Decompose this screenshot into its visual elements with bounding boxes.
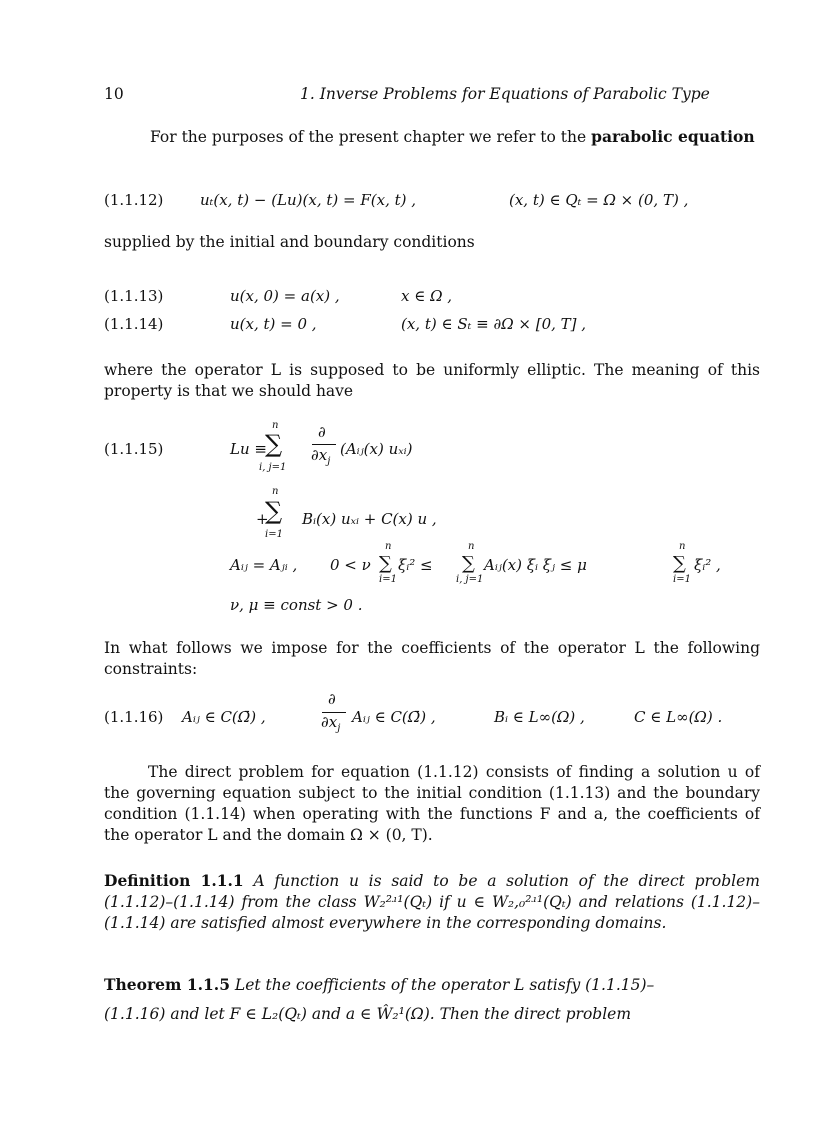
operator-definition-rhs: (Aᵢⱼ(x) uₓᵢ) — [340, 440, 413, 458]
definition-text: and relations (1.1.12)–(1.1.14) are satisfied almost everywhere in the corresponding domains. — [104, 893, 760, 932]
sum-lower-limit: i=1 — [379, 574, 397, 585]
sum-symbol: ∑ — [673, 553, 686, 574]
coefficient-constraint: Aᵢⱼ ∈ C(Ω̄) , — [182, 708, 266, 726]
equation-number: (1.1.12) — [104, 191, 164, 209]
equation-number: (1.1.16) — [104, 708, 164, 726]
equation-lhs: uₜ(x, t) − (Lu)(x, t) = F(x, t) , — [200, 191, 417, 209]
sum-lower-limit: i, j=1 — [456, 574, 484, 585]
plus-sign: + — [256, 510, 269, 528]
ellipticity-lower: 0 < ν — [330, 556, 371, 574]
intro-text: For the purposes of the present chapter we refer to the — [150, 128, 587, 146]
equation-lhs: u(x, t) = 0 , — [230, 315, 317, 333]
sum-upper-limit: n — [272, 486, 279, 497]
constants-positive: ν, μ ≡ const > 0 . — [230, 596, 363, 614]
coefficient-constraint: Bᵢ ∈ L∞(Ω) , — [494, 708, 585, 726]
sobolev-space-zero: W₂,₀²ʴ¹(Qₜ) — [491, 893, 572, 911]
theorem-text: (1.1.16) and let F ∈ L₂(Qₜ) and a ∈ Ŵ₂¹(Ω). Then the direct problem — [104, 1005, 632, 1023]
sum-upper-limit: n — [272, 420, 279, 431]
symmetry-condition: Aᵢⱼ = Aⱼᵢ , — [230, 556, 298, 574]
theorem-text: Let the coefficients of the operator L satisfy (1.1.15)– — [234, 976, 655, 994]
bold-term: parabolic equation — [591, 127, 755, 146]
partial-numerator: ∂ — [328, 690, 336, 708]
sum-symbol: ∑ — [265, 430, 283, 458]
equation-lhs: u(x, 0) = a(x) , — [230, 287, 340, 305]
definition-block — [104, 870, 760, 934]
paragraph-intro — [104, 126, 760, 148]
running-title: 1. Inverse Problems for Equations of Parabolic Type — [300, 85, 710, 103]
definition-label: Definition 1.1.1 — [104, 871, 244, 890]
xi-squared: ξᵢ² ≤ — [398, 556, 433, 574]
theorem-block — [104, 974, 760, 996]
equation-number: (1.1.13) — [104, 287, 164, 305]
page-number: 10 — [104, 85, 124, 103]
quadratic-form: Aᵢⱼ(x) ξᵢ ξⱼ ≤ μ — [484, 556, 587, 574]
coefficient-constraint: C ∈ L∞(Ω) . — [634, 708, 723, 726]
fraction-bar — [312, 444, 336, 445]
sum-lower-limit: i=1 — [265, 529, 283, 540]
theorem-label: Theorem 1.1.5 — [104, 975, 230, 994]
sobolev-space: W₂²ʴ¹(Qₜ) — [363, 893, 433, 911]
paragraph-direct-problem: The direct problem for equation (1.1.12) consists of finding a solution u of the governing equation subject to the initial condition (1.1.13) and the boundary condition (1.1.14) when operating with the functions F and a, the coefficients of the operator L and the domain Ω × (0, T). — [104, 763, 760, 844]
coefficient-constraint: Aᵢⱼ ∈ C(Ω̄) , — [352, 708, 436, 726]
definition-text: if u ∈ — [439, 893, 486, 911]
equation-domain: (x, t) ∈ Sₜ ≡ ∂Ω × [0, T] , — [401, 315, 587, 333]
partial-denominator: $\partial x_j$ — [311, 446, 331, 467]
partial-denominator: $\partial x_j$ — [321, 713, 341, 734]
equation-number: (1.1.15) — [104, 440, 164, 458]
sum-symbol: ∑ — [462, 553, 475, 574]
paragraph-conditions: supplied by the initial and boundary conditions — [104, 233, 475, 251]
partial-numerator: ∂ — [318, 423, 326, 441]
equation-domain: x ∈ Ω , — [401, 287, 453, 305]
sum-upper-limit: n — [679, 541, 686, 552]
xi-squared-upper: ξᵢ² , — [694, 556, 721, 574]
operator-lower-order-terms: Bᵢ(x) uₓᵢ + C(x) u , — [302, 510, 437, 528]
operator-definition-lhs: Lu ≡ — [230, 440, 267, 458]
equation-domain: (x, t) ∈ Qₜ = Ω × (0, T) , — [509, 191, 689, 209]
sum-symbol: ∑ — [379, 553, 392, 574]
definition-text: A function u is said to be a solution of the direct problem (1.1.12)–(1.1.14) from the class — [104, 872, 761, 911]
paragraph-constraints: In what follows we impose for the coefficients of the operator L the following constraints: — [104, 639, 760, 678]
sum-symbol: ∑ — [265, 497, 283, 525]
sum-lower-limit: i, j=1 — [259, 462, 287, 473]
sum-lower-limit: i=1 — [673, 574, 691, 585]
sum-upper-limit: n — [385, 541, 392, 552]
sum-upper-limit: n — [468, 541, 475, 552]
equation-number: (1.1.14) — [104, 315, 164, 333]
paragraph-elliptic: where the operator L is supposed to be uniformly elliptic. The meaning of this property is that we should have — [104, 361, 760, 400]
